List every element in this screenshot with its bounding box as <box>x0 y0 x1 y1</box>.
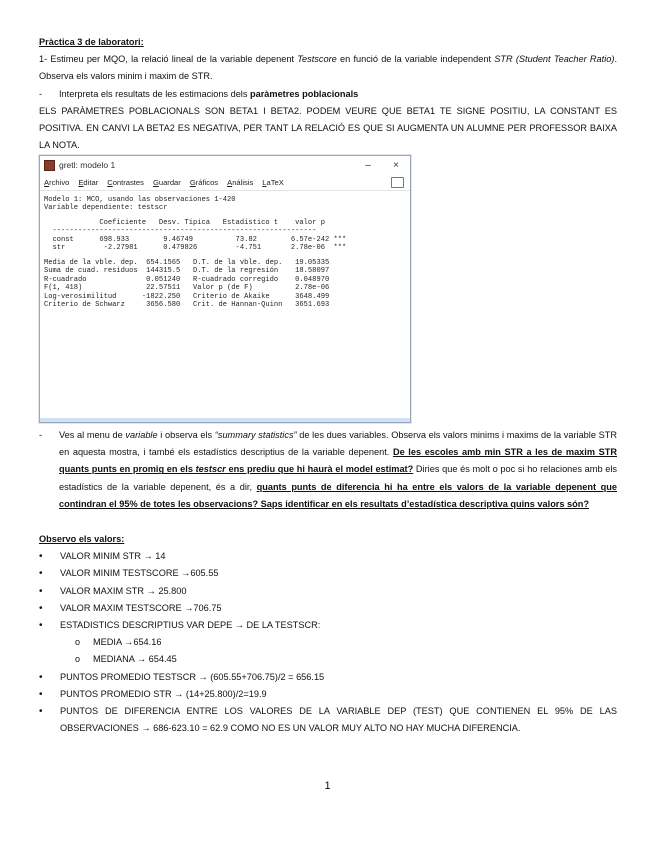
stats-row: Media de la vble. dep. 654.1565 D.T. de la vble. dep. 19.05335 <box>44 258 330 267</box>
model-output <box>44 196 406 412</box>
menu-graficos[interactable]: Gráficos <box>189 177 219 187</box>
q2-t3: de les dues variables. Observa els valors minims i maxims de la variable STR en aquesta mostra, i també els estadístics descriptius de la variable depenent. <box>59 430 617 458</box>
q1-var-str: STR (Student Teacher Ratio) <box>494 54 615 65</box>
q1-part3: . Observa els valors minim i maxim de STR. <box>39 54 617 82</box>
minimize-button[interactable]: – <box>365 159 371 171</box>
coef-table-header: Coeficiente Desv. Típica Estadístico t valor p <box>44 218 325 227</box>
stats-row: Log-verosimilitud -1822.250 Criterio de Akaike 3648.499 <box>44 292 330 301</box>
printer-icon[interactable] <box>391 177 404 188</box>
window-titlebar <box>40 156 410 174</box>
list-item: • VALOR MINIM TESTSCORE →605.55 <box>39 565 617 582</box>
q2-t4: Diries que és molt o poc si ho relaciones amb els estadístics de la variable depenent, és a dir, <box>59 464 617 492</box>
sub-list-item: o MEDIANA → 654.45 <box>39 651 617 668</box>
menu-latex[interactable]: LaTeX <box>262 177 284 187</box>
q2-u1: De les escoles amb min STR a les de maxim STR quants punts en promig en els <box>59 447 617 475</box>
gretl-app-icon <box>44 160 55 171</box>
document-top <box>39 34 617 154</box>
window-title: gretl: modelo 1 <box>59 160 116 170</box>
observations-list-2 <box>39 669 617 738</box>
practice-title: Pràctica 3 de laboratori: <box>39 37 144 47</box>
question2-text <box>39 427 617 513</box>
horizontal-scrollbar[interactable] <box>40 418 410 422</box>
menu-editar[interactable]: Editar <box>78 177 99 187</box>
gretl-model-window <box>39 155 411 423</box>
observations-list <box>39 548 617 634</box>
page-number: 1 <box>324 780 331 792</box>
list-item: • PUNTOS PROMEDIO TESTSCR → (605.55+706.75)/2 = 656.15 <box>39 669 617 686</box>
interpret-text: Interpreta els resultats de les estimacions dels <box>59 88 250 99</box>
question1-text <box>39 51 617 85</box>
output-line-depvar: Variable dependiente: testscr <box>44 204 168 213</box>
list-item: • VALOR MAXIM STR → 25.800 <box>39 583 617 600</box>
coef-row-str: str -2.27981 0.479826 -4.751 2.78e-06 *** <box>44 244 347 253</box>
list-item: • VALOR MAXIM TESTSCORE →706.75 <box>39 600 617 617</box>
q1-var-testscore: Testscore <box>297 54 337 65</box>
observations-title: Observo els valors: <box>39 534 125 545</box>
dash-marker: - <box>39 88 43 99</box>
interpret-line <box>39 86 617 103</box>
list-item: • PUNTOS PROMEDIO STR → (14+25.800)/2=19.9 <box>39 686 617 703</box>
q1-part2: en funció de la variable independent <box>336 54 495 65</box>
q2-underline2: quants punts de diferencia hi ha entre els valors de la variable depenent que contindran el 95% de totes les observacions? Saps identificar en els resultats d’estadística descriptiva quins valors són? <box>59 481 617 509</box>
dash-marker: - <box>39 430 43 440</box>
q2-t2-italic: “summary statistics” <box>214 430 297 440</box>
menu-analisis[interactable]: Análisis <box>227 177 254 187</box>
stats-row: Suma de cuad. residuos 144315.5 D.T. de la regresión 18.58097 <box>44 267 330 276</box>
q2-t1: Ves al menu de <box>59 430 126 440</box>
list-item: • PUNTOS DE DIFERENCIA ENTRE LOS VALORES DE LA VARIABLE DEP (TEST) QUE CONTIENEN EL 95% DE LAS OBSERVACIONES → 686-623.10 = 62.9 COMO NO ES UN VALOR MUY ALTO NO HAY MUCHA DIFERENCIA. <box>39 703 617 737</box>
close-button[interactable]: × <box>393 159 399 171</box>
stats-row: F(1, 418) 22.57511 Valor p (de F) 2.78e-06 <box>44 284 330 293</box>
output-line-model: Modelo 1: MCO, usando las observaciones 1-420 <box>44 196 236 204</box>
q2-u1-italic: testscr <box>195 464 226 475</box>
document-bottom <box>39 427 617 737</box>
observations-sublist <box>39 634 617 668</box>
list-item: • ESTADISTICS DESCRIPTIUS VAR DEPE → DE LA TESTSCR: <box>39 617 617 634</box>
coef-row-const: const 698.933 9.46749 73.82 6.57e-242 *** <box>44 235 347 244</box>
menu-contrastes[interactable]: Contrastes <box>107 177 144 187</box>
menu-archivo[interactable]: Archivo <box>44 177 70 187</box>
stats-row: R-cuadrado 0.051240 R-cuadrado corregido 0.048970 <box>44 275 330 284</box>
list-item: • VALOR MINIM STR → 14 <box>39 548 617 565</box>
window-menubar <box>40 174 410 191</box>
stats-row: Criterio de Schwarz 3656.580 Crit. de Hannan-Quinn 3651.693 <box>44 300 330 309</box>
interpret-bold: paràmetres poblacionals <box>250 88 359 99</box>
sub-list-item: o MEDIA →654.16 <box>39 634 617 651</box>
coef-table-rule: -------------------------------------------------------------- <box>44 227 317 236</box>
q1-part1: 1- Estimeu per MQO, la relació lineal de la variable depenent <box>39 54 298 65</box>
menu-guardar[interactable]: Guardar <box>152 177 181 187</box>
q1-answer: ELS PARÀMETRES POBLACIONALS SON BETA1 I BETA2. PODEM VEURE QUE BETA1 TE SIGNE POSITIU, LA CONSTANT ES POSITIVA. EN CANVI LA BETA2 ES NEGATIVA, PER TANT LA RELACIÓ ES QUE SI AUGMENTA UN ALUMNE PER PROFESSOR BAIXA LA NOTA. <box>39 105 617 151</box>
q2-t2: i observa els <box>157 430 215 440</box>
q2-t1-italic: variable <box>125 430 158 440</box>
q2-u1-end: ens prediu que hi haurà el model estimat? <box>225 464 414 475</box>
